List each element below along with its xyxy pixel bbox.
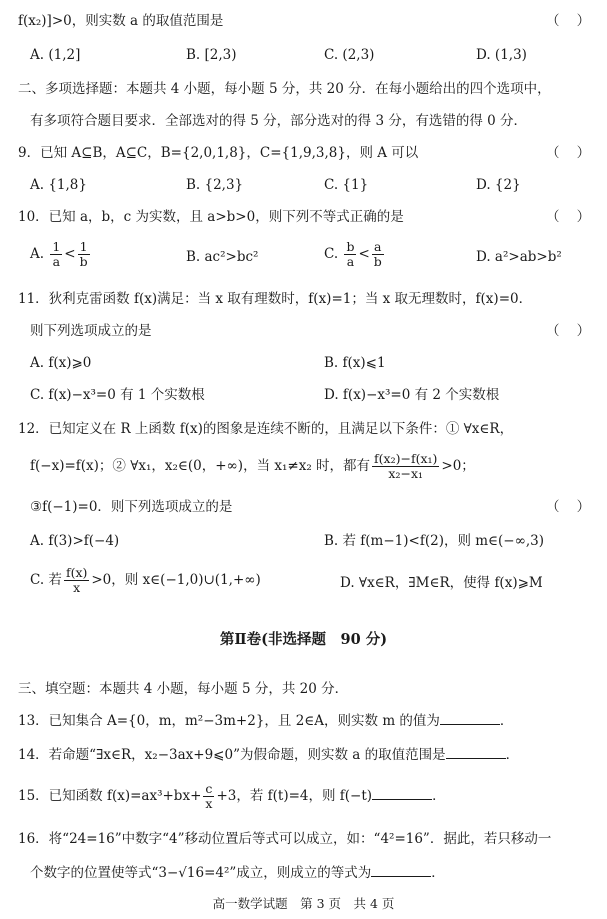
q12-option-c xyxy=(30,566,261,595)
q9-option-c: C. {1} xyxy=(324,177,369,193)
q11-option-d: D. f(x)−x³=0 有 2 个实数根 xyxy=(324,387,500,403)
q13-text xyxy=(18,712,513,730)
q13-prefix: 13．已知集合 A={0，m，m²−3m+2}，且 2∈A，则实数 m 的值为 xyxy=(18,713,440,729)
q12-option-a: A. f(3)>f(−4) xyxy=(30,533,120,549)
q12-option-c-fraction xyxy=(64,566,89,595)
fraction-numerator: 1 xyxy=(78,240,90,255)
fraction-numerator: a xyxy=(372,240,384,255)
q12-option-d: D. ∀x∈R，∃M∈R，使得 f(x)⩾M xyxy=(340,575,543,591)
q14-prefix: 14．若命题“∃x∈R，x₂−3ax+9⩽0”为假命题，则实数 a 的取值范围是 xyxy=(18,747,446,763)
q16-line2-prefix: 个数字的位置使等式“3−√16=4²”成立，则成立的等式为 xyxy=(30,865,372,881)
q12-difference-quotient xyxy=(372,452,439,481)
page-footer: 高一数学试题 第 3 页 共 4 页 xyxy=(212,896,395,911)
q10-text: 10．已知 a，b，c 为实数，且 a>b>0，则下列不等式正确的是 xyxy=(18,209,404,225)
q10-option-d: D. a²>ab>b² xyxy=(476,249,562,265)
q8-tail-text: f(x₂)]>0，则实数 a 的取值范围是 xyxy=(18,13,224,29)
q9-option-d: D. {2} xyxy=(476,177,521,193)
q15-answer-blank[interactable] xyxy=(372,787,432,800)
q9-answer-bracket: （ ） xyxy=(546,145,591,161)
q12-line2-prefix: f(−x)=f(x)；② ∀x₁，x₂∈(0，+∞)，当 x₁≠x₂ 时，都有 xyxy=(30,458,371,474)
q11-answer-bracket: （ ） xyxy=(546,323,591,339)
fraction-denominator: a xyxy=(346,254,355,269)
q10-option-c-label: C. xyxy=(324,246,339,262)
q10-answer-bracket: （ ） xyxy=(546,209,591,225)
fraction-denominator: b xyxy=(373,254,382,269)
relation-sign: < xyxy=(64,246,76,262)
fraction-denominator: x xyxy=(205,796,213,811)
q12-text-line2 xyxy=(30,452,475,481)
q12-answer-bracket: （ ） xyxy=(546,499,591,515)
q10-option-c-fraction-1 xyxy=(344,240,356,269)
q14-answer-blank[interactable] xyxy=(446,746,506,759)
q11-option-a: A. f(x)⩾0 xyxy=(30,355,92,371)
fraction-numerator: f(x) xyxy=(65,565,88,580)
q10-option-c-fraction-2 xyxy=(372,240,384,269)
q12-option-b: B. 若 f(m−1)<f(2)，则 m∈(−∞,3) xyxy=(324,533,545,549)
q12-line2-suffix: >0； xyxy=(441,458,475,474)
q10-option-a xyxy=(30,240,92,269)
section2-heading-line1: 二、多项选择题：本题共 4 小题，每小题 5 分，共 20 分．在每小题给出的四个选项中， xyxy=(18,81,551,97)
q8-option-b: B. [2,3) xyxy=(186,47,237,63)
q15-suffix: ． xyxy=(432,788,446,804)
q16-answer-blank[interactable] xyxy=(371,864,431,877)
q11-option-b: B. f(x)⩽1 xyxy=(324,355,386,371)
q14-text xyxy=(18,746,519,764)
q8-answer-bracket: （ ） xyxy=(546,13,591,29)
q13-suffix: ． xyxy=(499,713,514,729)
fraction-numerator: c xyxy=(203,782,214,797)
q15-text xyxy=(18,782,446,811)
q13-answer-blank[interactable] xyxy=(440,712,500,725)
q10-option-a-label: A. xyxy=(30,246,45,262)
q15-prefix: 15．已知函数 f(x)=ax³+bx+ xyxy=(18,788,202,804)
q9-text: 9．已知 A⊆B，A⊆C，B={2,0,1,8}，C={1,9,3,8}，则 A 可以 xyxy=(18,145,419,161)
q15-middle: +3，若 f(t)=4，则 f(−t) xyxy=(216,788,373,804)
fraction-denominator: b xyxy=(79,254,88,269)
q10-option-b: B. ac²>bc² xyxy=(186,249,259,265)
q9-option-b: B. {2,3} xyxy=(186,177,244,193)
fraction-numerator: f(x₂)−f(x₁) xyxy=(374,451,438,466)
q16-text-line2 xyxy=(30,864,445,882)
q12-text-line1: 12．已知定义在 R 上函数 f(x)的图象是连续不断的，且满足以下条件：① ∀x∈R， xyxy=(18,421,514,437)
fraction-denominator: a xyxy=(52,254,61,269)
q12-text-line3: ③f(−1)=0．则下列选项成立的是 xyxy=(30,499,233,515)
q11-text-line2: 则下列选项成立的是 xyxy=(30,323,152,339)
q11-option-c: C. f(x)−x³=0 有 1 个实数根 xyxy=(30,387,205,403)
q8-option-a: A. (1,2] xyxy=(30,47,81,63)
q10-option-a-fraction-1 xyxy=(50,240,62,269)
q11-text-line1: 11．狄利克雷函数 f(x)满足：当 x 取有理数时，f(x)=1；当 x 取无理数时，f(x)=0． xyxy=(18,291,533,307)
q12-option-c-prefix: C. 若 xyxy=(30,572,62,588)
fraction-denominator: x xyxy=(73,580,81,595)
q16-line2-suffix: ． xyxy=(431,865,445,881)
q14-suffix: ． xyxy=(505,747,520,763)
section2-heading-line2: 有多项符合题目要求．全部选对的得 5 分，部分选对的得 3 分，有选错的得 0 分． xyxy=(30,113,528,129)
q8-option-c: C. (2,3) xyxy=(324,47,375,63)
q10-option-c xyxy=(324,240,386,269)
q8-option-d: D. (1,3) xyxy=(476,47,527,63)
relation-sign: < xyxy=(358,246,370,262)
fraction-numerator: 1 xyxy=(52,239,61,254)
section3-heading: 三、填空题：本题共 4 小题，每小题 5 分，共 20 分． xyxy=(18,681,349,697)
q16-text-line1: 16．将“24=16”中数字“4”移动位置后等式可以成立，如：“4²=16”．据此，若只移动一 xyxy=(18,831,552,847)
fraction-denominator: x₂−x₁ xyxy=(388,466,424,481)
q15-fraction xyxy=(203,782,214,811)
part2-title: 第Ⅱ卷(非选择题 90 分) xyxy=(219,631,388,648)
fraction-numerator: b xyxy=(346,239,355,254)
q9-option-a: A. {1,8} xyxy=(30,177,87,193)
q12-option-c-suffix: >0，则 x∈(−1,0)∪(1,+∞) xyxy=(91,572,261,588)
q10-option-a-fraction-2 xyxy=(78,240,90,269)
